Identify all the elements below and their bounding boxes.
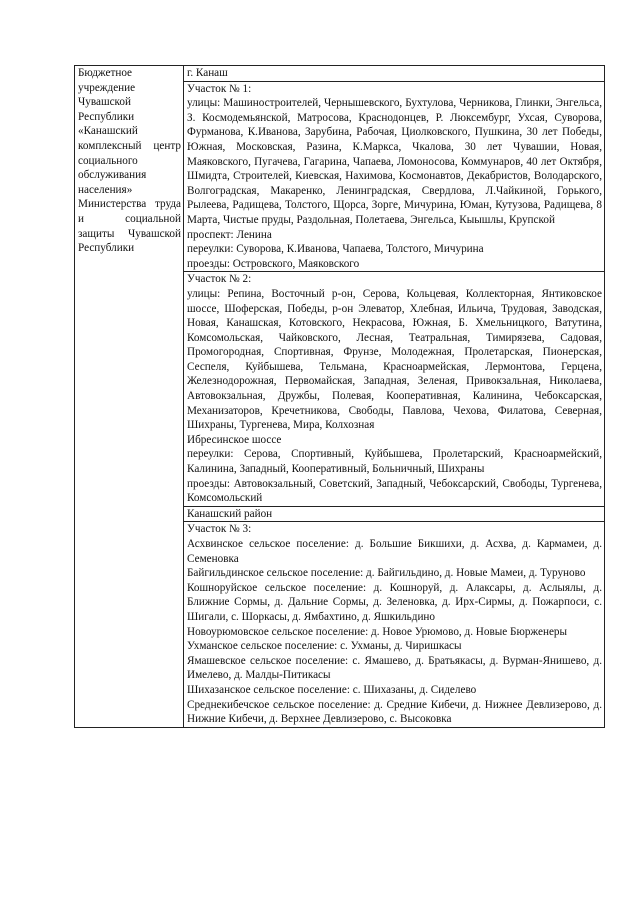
organization-name: Бюджетное учреждение Чувашской Республики «Канашский комплексный центр социального обслуживания населения» Министерства труда и социальной защиты Чувашской Республики <box>78 67 181 255</box>
uchastok-3-cell <box>184 522 605 727</box>
uchastok-2-shosse: Ибресинское шоссе <box>187 433 282 446</box>
settlement-8: Среднекибечское сельское поселение: д. Средние Кибечи, д. Нижнее Девлизерово, д. Нижние Кибечи, д. Верхнее Девлизерово, с. Высоковка <box>187 698 602 726</box>
uchastok-2-pereulki: переулки: Серова, Спортивный, Куйбышева, Пролетарский, Красноармейский, Калинина, Западный, Кооперативный, Больничный, Шихраны <box>187 448 602 476</box>
settlement-6: Ямашевское сельское поселение: с. Ямашево, д. Братьякасы, д. Вурман-Янишево, д. Имелево, д. Малды-Питикасы <box>187 654 602 682</box>
settlement-2: Байгильдинское сельское поселение: д. Байгильдино, д. Новые Мамеи, д. Туруново <box>187 567 586 580</box>
settlement-7: Шихазанское сельское поселение: с. Шихазаны, д. Сиделево <box>187 683 477 696</box>
table-row <box>75 66 605 82</box>
settlement-4: Новоурюмовское сельское поселение: д. Новое Урюмово, д. Новые Бюрженеры <box>187 625 568 638</box>
uchastok-1-title: Участок № 1: <box>187 82 252 95</box>
document-page <box>74 65 605 728</box>
uchastok-2-cell <box>184 272 605 507</box>
uchastok-3-title: Участок № 3: <box>187 523 252 536</box>
uchastok-1-prospekt: проспект: Ленина <box>187 228 272 241</box>
raion-header-cell <box>184 506 605 522</box>
uchastok-1-proezdy: проезды: Островского, Маяковского <box>187 257 360 270</box>
uchastok-2-streets: улицы: Репина, Восточный р-он, Серова, Кольцевая, Коллекторная, Янтиковское шоссе, Шоферская, Победы, р-он Элеватор, Хлебная, Ильича, Трудовая, Заводская, Новая, Канашская, Котовского, Некрасова, Южная, Б. Хмельницкого, Ватутина, Комсомольская, Чайковского, Лесная, Театральная, Тимирязева, Садовая, Промогородная, Спортивная, Фрунзе, Молодежная, Пролетарская, Пионерская, Сеспеля, Куйбышева, Тельмана, Красноармейская, Лермонтова, Герцена, Железнодорожная, Первомайская, Западная, Зеленая, Привокзальная, Николаева, Автовокзальная, Дружбы, Полевая, Кооперативная, Калинина, Чебоксарская, Механизаторов, Кречетникова, Свободы, Павлова, Чехова, Филатова, Северная, Шихраны, Тургенева, Мира, Колхозная <box>187 287 602 432</box>
uchastok-1-streets: улицы: Машиностроителей, Чернышевского, Бухтулова, Черникова, Глинки, Энгельса, З. Космодемьянской, Матросова, Краснодонцев, Р. Люксембург, Ухсая, Суворова, Фурманова, К.Иванова, Зарубина, Рабочая, Циолковского, Пушкина, 30 лет Победы, Южная, Московская, Разина, К.Маркса, Чкалова, 30 лет Чувашии, Новая, Маяковского, Пугачева, Гагарина, Чапаева, Ломоносова, Коммунаров, 40 лет Октября, Шмидта, Строителей, Киевская, Нахимова, Космонавтов, Декабристов, Володарского, Волгоградская, Макаренко, Ленинградская, Свердлова, Л.Чайкиной, Горького, Рылеева, Радищева, Толстого, Щорса, Зорге, Мичурина, Юман, Кутузова, Радищева, 8 Марта, Чистые пруды, Раздольная, Полетаева, Энгельса, Кыышлы, Крупской <box>187 97 602 226</box>
settlement-5: Ухманское сельское поселение: с. Ухманы, д. Чиришкасы <box>187 640 462 653</box>
raion-header: Канашский район <box>187 507 273 520</box>
settlement-1: Асхвинское сельское поселение: д. Большие Бикшихи, д. Асхва, д. Кармамеи, д. Семеновка <box>187 538 602 565</box>
uchastok-1-cell <box>184 81 605 272</box>
uchastok-2-proezdy: проезды: Автовокзальный, Советский, Западный, Чебоксарский, Свободы, Тургенева, Комсомольский <box>187 477 602 505</box>
city-header-cell <box>184 66 605 82</box>
district-table <box>74 65 605 728</box>
city-header: г. Канаш <box>187 67 228 79</box>
organization-cell <box>75 66 184 728</box>
uchastok-1-pereulki: переулки: Суворова, К.Иванова, Чапаева, Толстого, Мичурина <box>187 243 484 256</box>
uchastok-2-title: Участок № 2: <box>187 273 252 286</box>
settlement-3: Кошноруйское сельское поселение: д. Кошноруй, д. Алаксары, д. Аслыялы, д. Ближние Сормы, д. Дальние Сормы, д. Зеленовка, д. Ирх-Сирмы, д. Пожарпоси, с. Шигали, с. Шоркасы, д. Ямбахтино, д. Яшкильдино <box>187 581 602 623</box>
